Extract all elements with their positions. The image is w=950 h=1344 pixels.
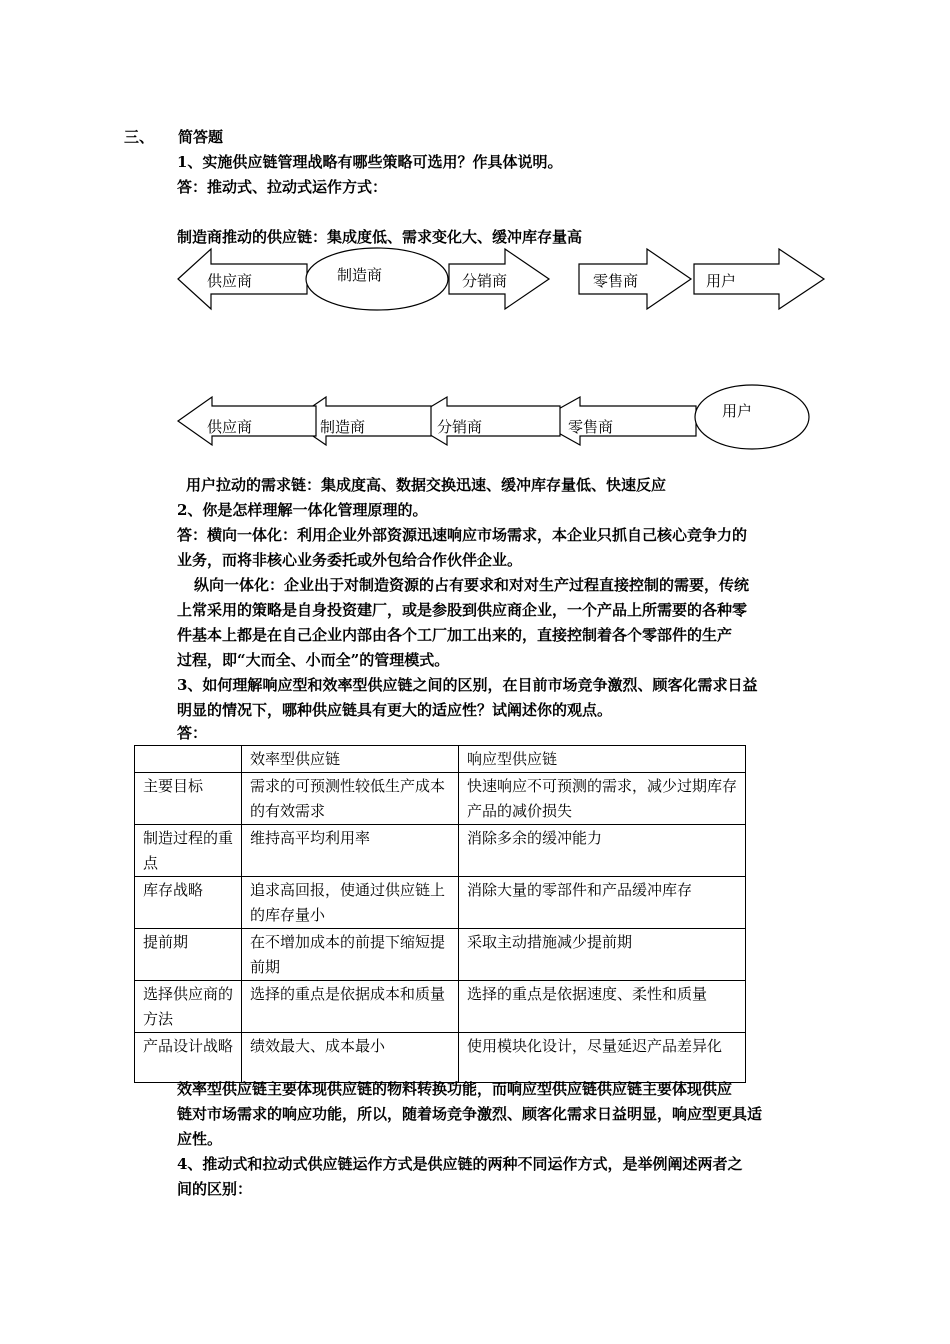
table-cell: 在不增加成本的前提下缩短提前期 bbox=[242, 929, 459, 981]
table-header-cell: 响应型供应链 bbox=[459, 746, 746, 773]
q2-answer-line: 业务，而将非核心业务委托或外包给合作伙伴企业。 bbox=[177, 551, 523, 569]
table-cell: 消除大量的零部件和产品缓冲库存 bbox=[459, 877, 746, 929]
table-header-row bbox=[135, 746, 746, 773]
table-row bbox=[135, 877, 746, 929]
q2-answer-line: 件基本上都是在自己企业内部由各个工厂加工出来的，直接控制着各个零部件的生产 bbox=[177, 626, 733, 644]
table-cell: 提前期 bbox=[135, 929, 242, 981]
push-node-supplier: 供应商 bbox=[207, 272, 253, 290]
pull-retailer-arrow bbox=[537, 397, 696, 445]
q4-question-line: 4、推动式和拉动式供应链运作方式是供应链的两种不同运作方式，是举例阐述两者之 bbox=[177, 1155, 743, 1173]
table-cell: 选择的重点是依据成本和质量 bbox=[242, 981, 459, 1033]
q3-conclusion-line: 链对市场需求的响应功能，所以，随着场竞争激烈、顾客化需求日益明显，响应型更具适 bbox=[177, 1105, 763, 1123]
q2-answer-line: 上常采用的策略是自身投资建厂，或是参股到供应商企业，一个产品上所需要的各种零 bbox=[177, 601, 748, 619]
pull-caption: 用户拉动的需求链：集成度高、数据交换迅速、缓冲库存量低、快速反应 bbox=[186, 476, 667, 494]
table-header-cell bbox=[135, 746, 242, 773]
table-cell: 选择供应商的方法 bbox=[135, 981, 242, 1033]
table-row bbox=[135, 773, 746, 825]
q2-answer-line: 过程，即“大而全、小而全”的管理模式。 bbox=[177, 651, 450, 669]
pull-node-retailer: 零售商 bbox=[568, 418, 614, 436]
q2-answer-line: 纵向一体化：企业出于对制造资源的占有要求和对对生产过程直接控制的需要，传统 bbox=[194, 576, 750, 594]
q3-question-line: 明显的情况下，哪种供应链具有更大的适应性？试阐述你的观点。 bbox=[177, 701, 613, 719]
push-node-user: 用户 bbox=[706, 272, 737, 290]
table-cell: 主要目标 bbox=[135, 773, 242, 825]
table-cell: 选择的重点是依据速度、柔性和质量 bbox=[459, 981, 746, 1033]
section-title: 简答题 bbox=[178, 128, 224, 146]
table-cell: 库存战略 bbox=[135, 877, 242, 929]
q3-conclusion-line: 效率型供应链主要体现供应链的物料转换功能，而响应型供应链供应链主要体现供应 bbox=[177, 1080, 733, 1098]
q1-answer: 答：推动式、拉动式运作方式： bbox=[177, 178, 388, 196]
pull-chain-diagram bbox=[178, 385, 809, 449]
q3-question-line: 3、如何理解响应型和效率型供应链之间的区别，在目前市场竞争激烈、顾客化需求日益 bbox=[177, 676, 758, 694]
q3-answer-label: 答： bbox=[177, 724, 208, 742]
q3-conclusion-line: 应性。 bbox=[177, 1130, 223, 1148]
push-node-retailer: 零售商 bbox=[593, 272, 639, 290]
table-row bbox=[135, 929, 746, 981]
q4-question-line: 间的区别： bbox=[177, 1180, 253, 1198]
table-cell: 需求的可预测性较低生产成本的有效需求 bbox=[242, 773, 459, 825]
q1-question: 1、实施供应链管理战略有哪些策略可选用？作具体说明。 bbox=[177, 153, 563, 171]
pull-node-supplier: 供应商 bbox=[207, 418, 253, 436]
push-caption: 制造商推动的供应链：集成度低、需求变化大、缓冲库存量高 bbox=[177, 228, 583, 246]
q2-answer-line: 答：横向一体化：利用企业外部资源迅速响应市场需求，本企业只抓自己核心竞争力的 bbox=[177, 526, 748, 544]
supply-chain-diagrams bbox=[0, 0, 950, 470]
table-cell: 采取主动措施减少提前期 bbox=[459, 929, 746, 981]
table-row bbox=[135, 981, 746, 1033]
table-cell: 维持高平均利用率 bbox=[242, 825, 459, 877]
table-header-cell: 效率型供应链 bbox=[242, 746, 459, 773]
table-cell: 追求高回报，使通过供应链上的库存量小 bbox=[242, 877, 459, 929]
pull-node-distributor: 分销商 bbox=[437, 418, 483, 436]
table-cell: 消除多余的缓冲能力 bbox=[459, 825, 746, 877]
push-node-manufacturer: 制造商 bbox=[337, 266, 383, 284]
table-cell: 绩效最大、成本最小 bbox=[242, 1033, 459, 1083]
section-number: 三、 bbox=[124, 128, 155, 146]
table-cell: 产品设计战略 bbox=[135, 1033, 242, 1083]
push-node-distributor: 分销商 bbox=[462, 272, 508, 290]
table-row bbox=[135, 825, 746, 877]
pull-node-manufacturer: 制造商 bbox=[320, 418, 366, 436]
table-cell: 制造过程的重点 bbox=[135, 825, 242, 877]
comparison-table bbox=[134, 745, 746, 1083]
pull-node-user: 用户 bbox=[722, 402, 753, 420]
q2-question: 2、你是怎样理解一体化管理原理的。 bbox=[177, 501, 428, 519]
table-cell: 使用模块化设计，尽量延迟产品差异化 bbox=[459, 1033, 746, 1083]
table-cell: 快速响应不可预测的需求，减少过期库存产品的减价损失 bbox=[459, 773, 746, 825]
table-row bbox=[135, 1033, 746, 1083]
